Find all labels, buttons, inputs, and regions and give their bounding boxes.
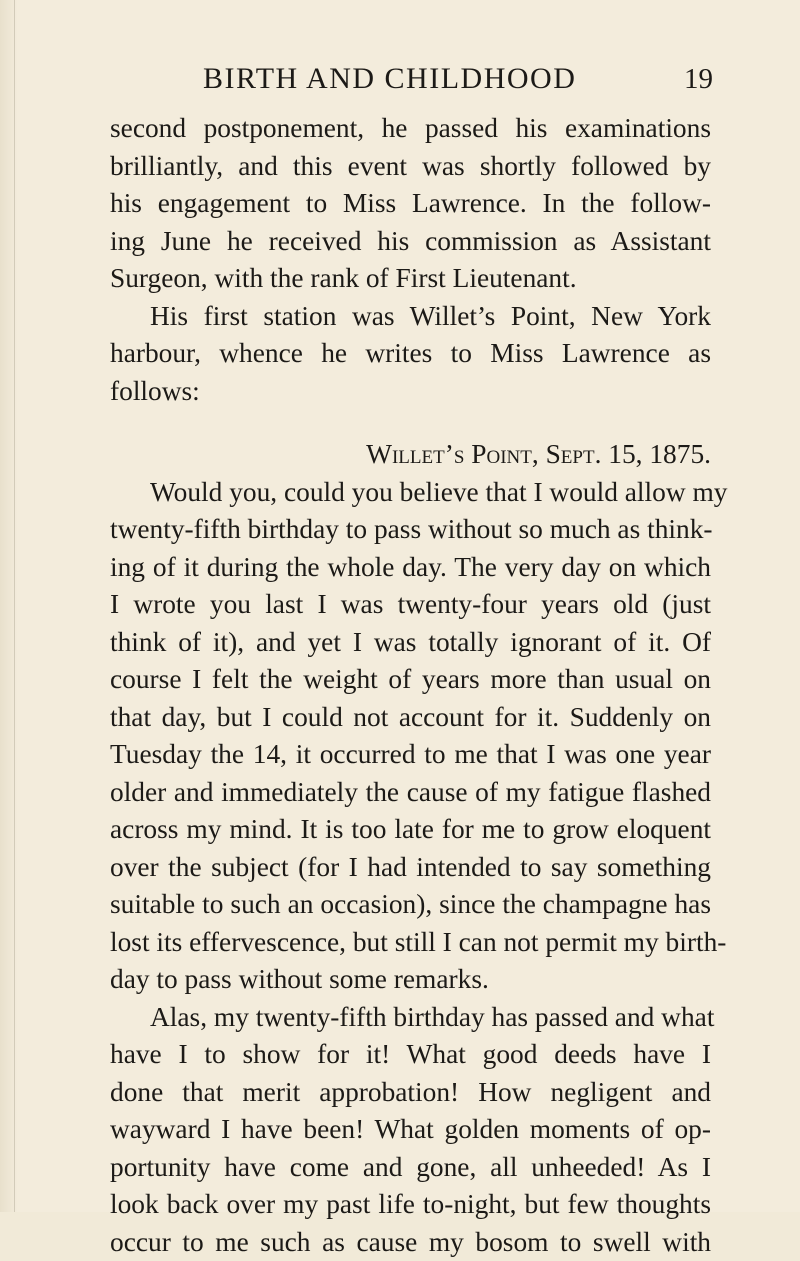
paragraph-start: Alas, my twenty-fifth birthday has passed and what [110,999,711,1037]
page-number: 19 [684,63,713,96]
text-line: second postponement, he passed his examinations [110,110,711,148]
text-line: his engagement to Miss Lawrence. In the follow- [110,185,711,223]
text-line: that day, but I could not account for it. Suddenly on [110,699,711,737]
text-line: occur to me such as cause my bosom to swell with [110,1224,711,1261]
text-line: course I felt the weight of years more than usual on [110,661,711,699]
text-line: portunity have come and gone, all unheeded! As I [110,1149,711,1187]
text-line: across my mind. It is too late for me to grow eloquent [110,811,711,849]
text-line: ing June he received his commission as Assistant [110,223,711,261]
body-text [110,110,711,1261]
text-line: wayward I have been! What golden moments of op- [110,1111,711,1149]
text-line: harbour, whence he writes to Miss Lawrence as [110,335,711,373]
text-line: older and immediately the cause of my fatigue flashed [110,774,711,812]
text-line: over the subject (for I had intended to say something [110,849,711,887]
text-line: Tuesday the 14, it occurred to me that I was one year [110,736,711,774]
text-line: I wrote you last I was twenty-four years old (just [110,586,711,624]
text-line: Surgeon, with the rank of First Lieutenant. [110,260,711,298]
gutter-shadow [14,0,15,1212]
text-line: suitable to such an occasion), since the champagne has [110,886,711,924]
text-line: lost its effervescence, but still I can not permit my birth- [110,924,711,962]
text-line: twenty-fifth birthday to pass without so much as think- [110,511,711,549]
letter-paragraph-start: Would you, could you believe that I would allow my [110,474,711,512]
text-line: ing of it during the whole day. The very day on which [110,549,711,587]
text-line: look back over my past life to-night, but few thoughts [110,1186,711,1224]
running-head: BIRTH AND CHILDHOOD [203,62,653,96]
letter-dateline: Willet’s Point, Sept. 15, 1875. [110,436,711,474]
text-line: day to pass without some remarks. [110,961,711,999]
paragraph-start: His first station was Willet’s Point, New York [110,298,711,336]
text-line: follows: [110,373,711,411]
text-line: have I to show for it! What good deeds have I [110,1036,711,1074]
text-line: brilliantly, and this event was shortly followed by [110,148,711,186]
text-line: done that merit approbation! How negligent and [110,1074,711,1112]
text-line: think of it), and yet I was totally ignorant of it. Of [110,624,711,662]
